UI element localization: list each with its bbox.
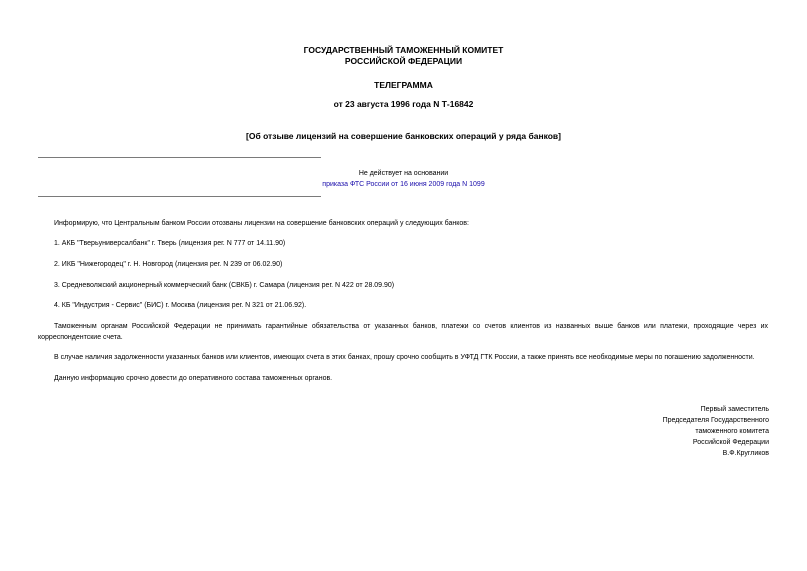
guarantee-paragraph: Таможенным органам Российской Федерации не принимать гарантийные обязательства от указанных банков, платежи со счетов клиентов из названных выше банков или платежи, проходящие через их корреспондентские счета. [38, 323, 768, 341]
signature-title-line3: таможенного комитета [695, 428, 769, 435]
divider-top [38, 157, 321, 158]
bank-item-1: 1. АКБ "Тверьуниверсалбанк" г. Тверь (лицензия рег. N 777 от 14.11.90) [54, 240, 286, 247]
signature-title-line1: Первый заместитель [700, 406, 769, 413]
signatory-name: В.Ф.Кругликов [722, 450, 769, 457]
document-type: ТЕЛЕГРАММА [374, 80, 433, 90]
debt-paragraph: В случае наличия задолженности указанных банков или клиентов, имеющих счета в этих банках, прошу срочно сообщить в УФТД ГТК России, а также принять все необходимые меры по погашению задолженности. [54, 354, 755, 361]
org-name-line1: ГОСУДАРСТВЕННЫЙ ТАМОЖЕННЫЙ КОМИТЕТ [303, 45, 504, 55]
bank-item-3: 3. Средневолжский акционерный коммерческий банк (СВКБ) г. Самара (лицензия рег. N 422 от 28.09.90) [54, 282, 395, 289]
inform-paragraph: Данную информацию срочно довести до оперативного состава таможенных органов. [54, 375, 333, 382]
status-notice [300, 168, 507, 190]
intro-paragraph: Информирую, что Центральным банком России отозваны лицензии на совершение банковских операций у следующих банков: [54, 220, 469, 227]
signature-title-line4: Российской Федерации [692, 439, 769, 446]
signature-title-line2: Председателя Государственного [662, 417, 769, 424]
document-header [0, 45, 807, 67]
repeal-order-link[interactable]: приказа ФТС России от 16 июня 2009 года N 1099 [322, 181, 485, 188]
bank-item-2: 2. ИКБ "Нижегородец" г. Н. Новгород (лицензия рег. N 239 от 06.02.90) [54, 261, 283, 268]
signature-block [663, 404, 769, 459]
document-subject: [Об отзыве лицензий на совершение банковских операций у ряда банков] [246, 131, 561, 141]
divider-bottom [38, 196, 321, 197]
bank-item-4: 4. КБ "Индустрия - Сервис" (БИС) г. Москва (лицензия рег. N 321 от 21.06.92). [54, 302, 307, 309]
document-date-number: от 23 августа 1996 года N Т-16842 [333, 99, 474, 109]
status-text: Не действует на основании [358, 170, 449, 177]
org-name-line2: РОССИЙСКОЙ ФЕДЕРАЦИИ [344, 56, 463, 66]
